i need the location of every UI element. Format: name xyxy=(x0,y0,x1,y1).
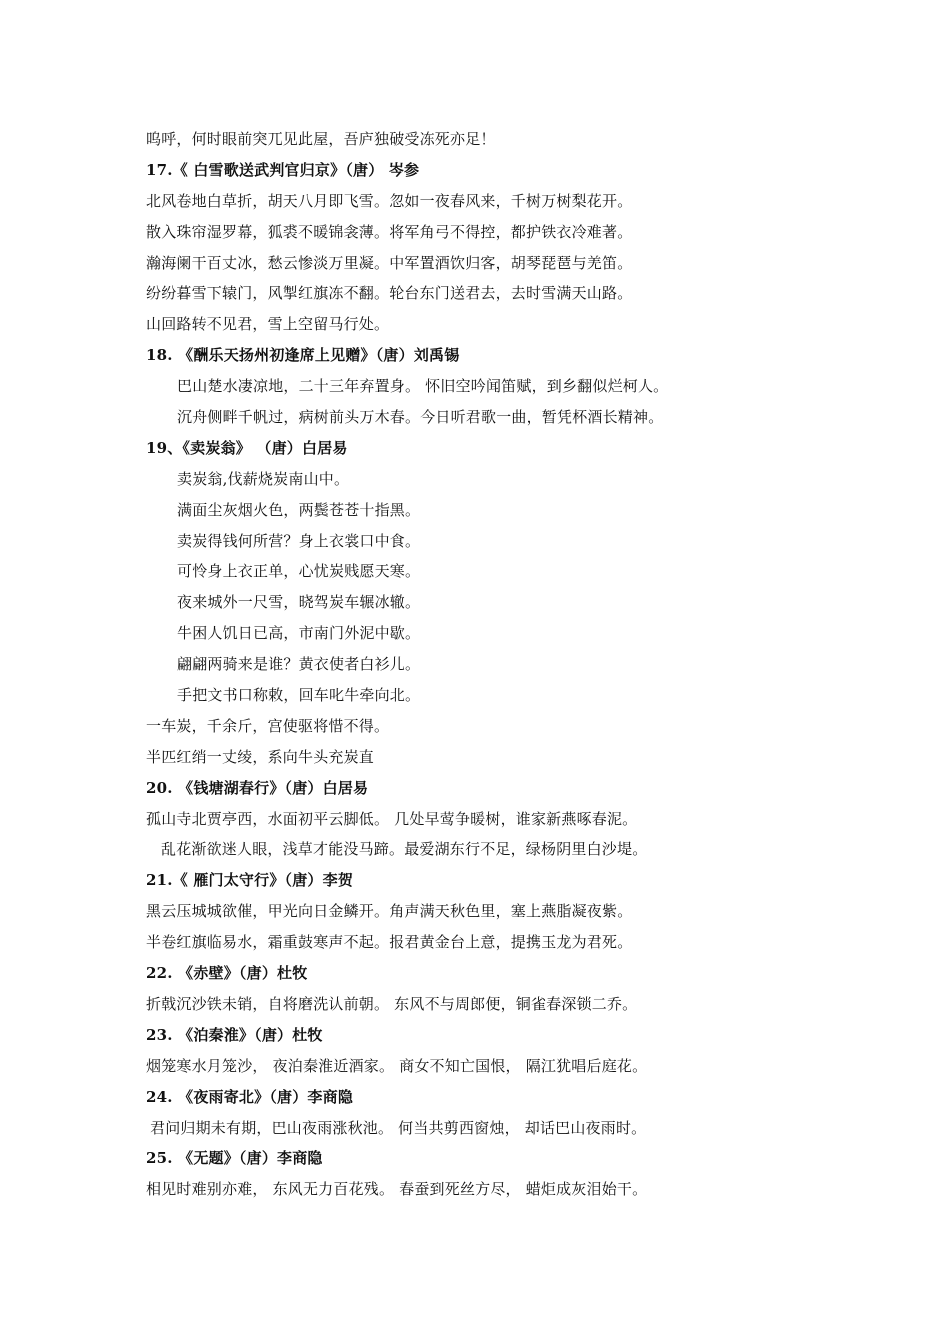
poem-line: 半卷红旗临易水，霜重鼓寒声不起。报君黄金台上意，提携玉龙为君死。 xyxy=(146,933,633,952)
poem-title: 20. 《钱塘湖春行》（唐）白居易 xyxy=(146,778,369,797)
poem-line: 黑云压城城欲催，甲光向日金鳞开。角声满天秋色里，塞上燕脂凝夜紫。 xyxy=(146,902,633,921)
poem-line: 乱花渐欲迷人眼，浅草才能没马蹄。最爱湖东行不足，绿杨阴里白沙堤。 xyxy=(161,840,648,859)
poem-title: 17.《 白雪歌送武判官归京》（唐） 岑参 xyxy=(146,160,420,179)
poem-title: 24. 《夜雨寄北》（唐）李商隐 xyxy=(146,1087,354,1106)
poem-title: 22. 《赤壁》（唐）杜牧 xyxy=(146,964,308,983)
poem-line: 满面尘灰烟火色，两鬓苍苍十指黑。 xyxy=(177,500,421,519)
poem-line: 手把文书口称敕，回车叱牛牵向北。 xyxy=(177,686,421,705)
poem-line: 孤山寺北贾亭西，水面初平云脚低。 几处早莺争暖树，谁家新燕啄春泥。 xyxy=(146,809,638,828)
poem-line: 山回路转不见君，雪上空留马行处。 xyxy=(146,315,390,334)
poem-line: 夜来城外一尺雪，晓驾炭车辗冰辙。 xyxy=(177,593,421,612)
poem-line: 烟笼寒水月笼沙， 夜泊秦淮近酒家。 商女不知亡国恨， 隔江犹唱后庭花。 xyxy=(146,1056,648,1075)
poem-line: 呜呼，何时眼前突兀见此屋，吾庐独破受冻死亦足！ xyxy=(146,130,496,148)
poem-line: 一车炭，千余斤，宫使驱将惜不得。 xyxy=(146,716,390,735)
poem-text-block xyxy=(146,124,866,1205)
poem-line: 半匹红绡一丈绫，系向牛头充炭直 xyxy=(146,747,375,766)
poem-title: 23. 《泊秦淮》（唐）杜牧 xyxy=(146,1025,323,1044)
poem-line: 卖炭得钱何所营？身上衣裳口中食。 xyxy=(177,531,421,550)
poem-line: 卖炭翁,伐薪烧炭南山中。 xyxy=(177,469,350,488)
poem-line: 北风卷地白草折，胡天八月即飞雪。忽如一夜春风来，千树万树梨花开。 xyxy=(146,191,633,210)
poem-line: 瀚海阑干百丈冰，愁云惨淡万里凝。中军置酒饮归客，胡琴琵琶与羌笛。 xyxy=(146,253,633,272)
poem-line: 可怜身上衣正单，心忧炭贱愿天寒。 xyxy=(177,562,421,581)
poem-line: 翩翩两骑来是谁？黄衣使者白衫儿。 xyxy=(177,655,421,674)
poem-line: 折戟沉沙铁未销，自将磨洗认前朝。 东风不与周郎便，铜雀春深锁二乔。 xyxy=(146,994,638,1013)
poem-title: 21.《 雁门太守行》（唐）李贺 xyxy=(146,871,354,890)
poem-title: 19、《卖炭翁》 （唐）白居易 xyxy=(146,438,348,457)
poem-line: 沉舟侧畔千帆过，病树前头万木春。今日听君歌一曲，暂凭杯酒长精神。 xyxy=(177,408,664,427)
poem-line: 君问归期未有期，巴山夜雨涨秋池。 何当共剪西窗烛， 却话巴山夜雨时。 xyxy=(150,1118,647,1137)
poem-line: 牛困人饥日已高，市南门外泥中歇。 xyxy=(177,624,421,643)
poem-line: 散入珠帘湿罗幕，狐裘不暖锦衾薄。将军角弓不得控，都护铁衣冷难著。 xyxy=(146,222,633,241)
poem-line: 巴山楚水凄凉地，二十三年弃置身。 怀旧空吟闻笛赋，到乡翻似烂柯人。 xyxy=(177,377,669,396)
poem-line: 纷纷暮雪下辕门，风掣红旗冻不翻。轮台东门送君去，去时雪满天山路。 xyxy=(146,284,633,303)
poem-title: 18. 《酬乐天扬州初逢席上见赠》（唐）刘禹锡 xyxy=(146,346,460,365)
poem-title: 25. 《无题》（唐）李商隐 xyxy=(146,1149,323,1168)
poem-line: 相见时难别亦难， 东风无力百花残。 春蚕到死丝方尽， 蜡炬成灰泪始干。 xyxy=(146,1180,648,1199)
